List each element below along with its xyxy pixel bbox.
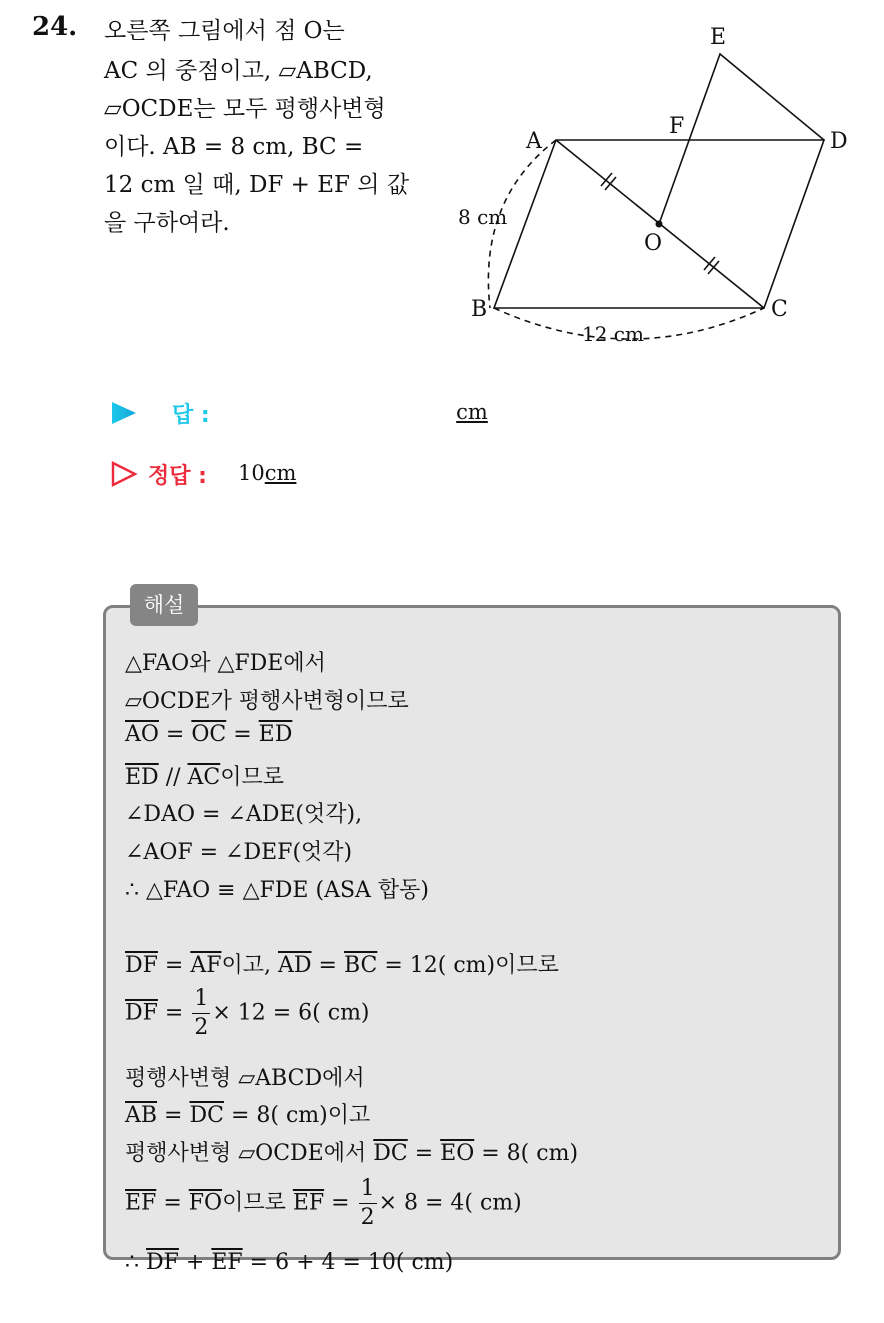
parallelogram-ocde-edges <box>659 54 824 224</box>
question-line-2: AC 의 중점이고, ▱ABCD, <box>104 58 373 84</box>
solution-line-9: $\overline{DF}$ = $\frac{1}{2}$ × 12 = 6( cm) <box>125 986 370 1040</box>
label-ab-length: 8 cm <box>458 205 508 229</box>
solution-line-4: $\overline{ED} // \overline{AC}$이므로 <box>125 765 285 790</box>
question-line-6: 을 구하여라. <box>104 210 230 236</box>
question-line-5: 12 cm 일 때, DF + EF 의 값 <box>104 172 410 198</box>
fraction-one-half: $\frac{1}{2}$ <box>360 1176 375 1230</box>
question-line-3: ▱OCDE는 모두 평행사변형 <box>104 96 386 122</box>
solution-line-13: $\overline{EF} = \overline{FO}$이므로 $\overline{EF}$ = $\frac{1}{2}$ × 8 = 4( cm) <box>125 1176 522 1230</box>
fraction-one-half: $\frac{1}{2}$ <box>194 986 209 1040</box>
label-point-c: C <box>771 297 788 322</box>
solution-badge: 해설 <box>130 584 198 626</box>
solution-line-7: ∴ △FAO ≡ △FDE (ASA 합동) <box>125 878 429 903</box>
label-bc-length: 12 cm <box>582 322 644 346</box>
solution-line-6: ∠AOF = ∠DEF(엇각) <box>125 840 353 865</box>
solution-line-11: $\overline{AB} = \overline{DC} = 8$( cm)이고 <box>125 1103 371 1128</box>
question-line-1: 오른쪽 그림에서 점 O는 <box>104 18 345 44</box>
correct-answer-label: 정답 : <box>148 464 207 489</box>
solution-line-12: 평행사변형 ▱OCDE에서 $\overline{DC} = \overline{EO} = 8$( cm) <box>125 1141 579 1166</box>
label-point-o: O <box>644 231 663 256</box>
point-o-dot <box>656 221 663 228</box>
solution-line-5: ∠DAO = ∠ADE(엇각), <box>125 802 363 827</box>
solution-line-10: 평행사변형 ▱ABCD에서 <box>125 1066 365 1091</box>
solution-line-14: ∴ $\overline{DF} + \overline{EF} = 6 + 4 = 10$( cm) <box>125 1250 454 1275</box>
correct-arrow-icon <box>110 460 138 488</box>
label-point-a: A <box>526 129 542 154</box>
question-number: 24. <box>32 12 78 42</box>
label-point-b: B <box>471 297 488 322</box>
correct-answer-value: 10cm <box>238 461 297 485</box>
parallelogram-figure <box>440 10 880 360</box>
solution-line-3: $\overline{AO} = \overline{OC} = \overline{ED}$ <box>125 722 293 747</box>
answer-arrow-icon <box>110 400 138 426</box>
answer-label: 답 : <box>172 403 210 428</box>
solution-line-8: $\overline{DF} = \overline{AF}$이고, $\overline{AD} = \overline{BC} = 12$( cm)이므로 <box>125 953 559 978</box>
solution-line-1: △FAO와 △FDE에서 <box>125 651 326 676</box>
label-point-d: D <box>830 129 848 154</box>
label-point-e: E <box>710 25 727 50</box>
answer-unit[interactable]: cm <box>456 400 488 424</box>
question-line-4: 이다. AB = 8 cm, BC = <box>104 134 364 160</box>
solution-line-2: ▱OCDE가 평행사변형이므로 <box>125 689 409 714</box>
label-point-f: F <box>669 114 685 139</box>
